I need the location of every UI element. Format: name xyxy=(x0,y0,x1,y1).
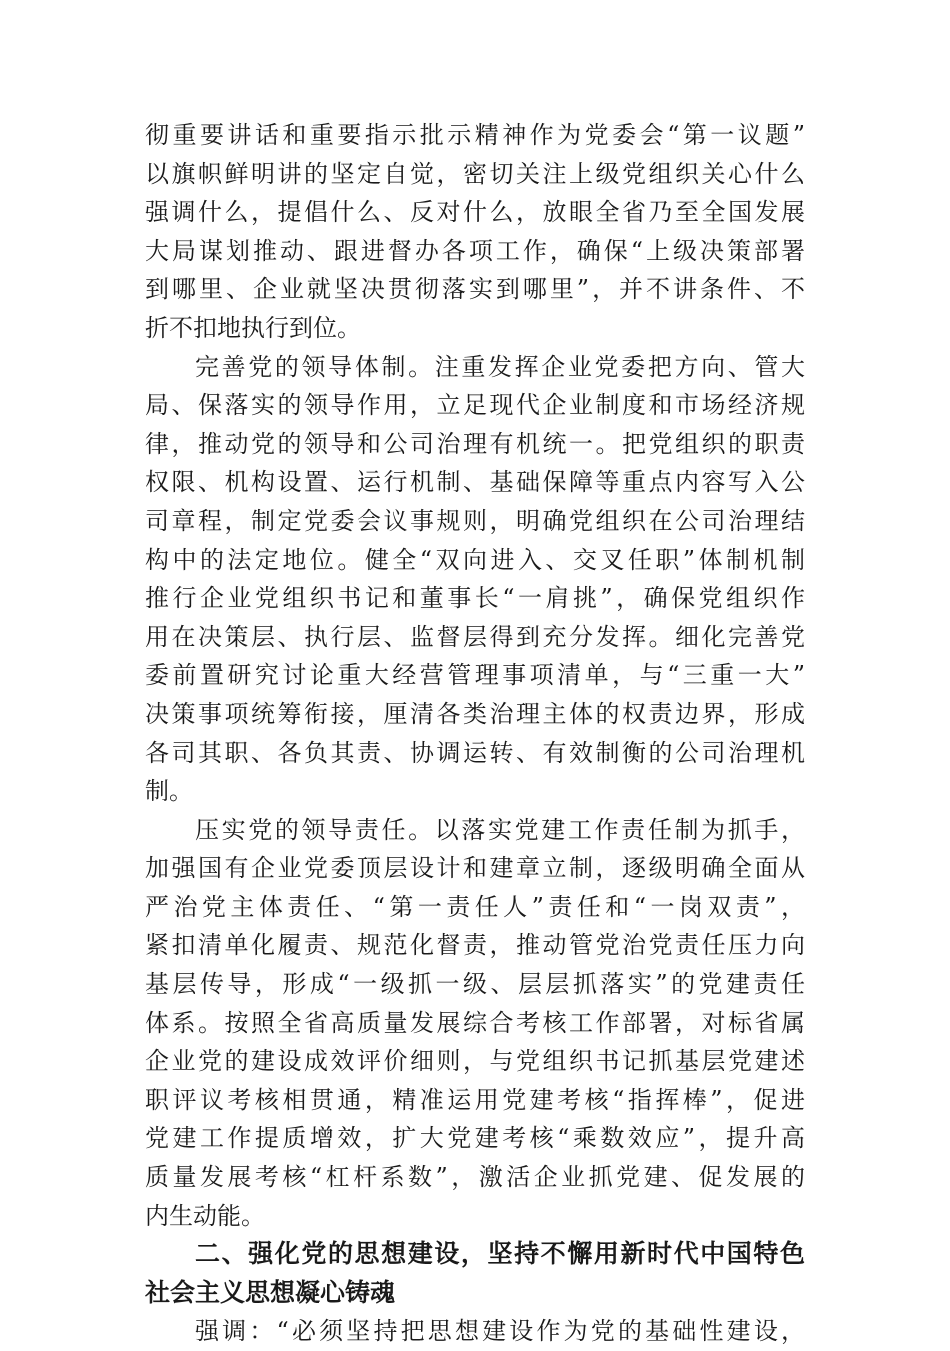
paragraph-line: 彻重要讲话和重要指示批示精神作为党委会“第一议题” xyxy=(145,121,805,149)
paragraph-line: 基层传导，形成“一级抓一级、层层抓落实”的党建责任 xyxy=(145,970,805,999)
paragraph-line: 构中的法定地位。健全“双向进入、交叉任职”体制机制 xyxy=(145,545,805,574)
paragraph-line: 完善党的领导体制。注重发挥企业党委把方向、管大 xyxy=(195,352,805,381)
paragraph-line: 到哪里、企业就坚决贯彻落实到哪里”，并不讲条件、不 xyxy=(145,275,805,304)
paragraph-line: 党建工作提质增效，扩大党建考核“乘数效应”，提升高 xyxy=(145,1124,805,1153)
paragraph-line: 强调什么，提倡什么、反对什么，放眼全省乃至全国发展 xyxy=(145,198,805,227)
paragraph-line: 严治党主体责任、“第一责任人”责任和“一岗双责”， xyxy=(145,892,805,921)
paragraph-line: 律，推动党的领导和公司治理有机统一。把党组织的职责 xyxy=(145,429,805,458)
paragraph-line: 推行企业党组织书记和董事长“一肩挑”，确保党组织作 xyxy=(145,584,805,613)
paragraph-line: 企业党的建设成效评价细则，与党组织书记抓基层党建述 xyxy=(145,1047,805,1076)
section-heading-line: 社会主义思想凝心铸魂 xyxy=(145,1277,396,1307)
paragraph-line: 委前置研究讨论重大经营管理事项清单，与“三重一大” xyxy=(145,661,805,690)
paragraph-line: 决策事项统筹衔接，厘清各类治理主体的权责边界，形成 xyxy=(145,699,805,728)
section-heading-line: 二、强化党的思想建设，坚持不懈用新时代中国特色 xyxy=(195,1239,805,1269)
paragraph-line: 体系。按照全省高质量发展综合考核工作部署，对标省属 xyxy=(145,1008,805,1037)
paragraph-line: 职评议考核相贯通，精准运用党建考核“指挥棒”，促进 xyxy=(145,1085,805,1114)
paragraph-line: 紧扣清单化履责、规范化督责，推动管党治党责任压力向 xyxy=(145,931,805,960)
paragraph-line: 加强国有企业党委顶层设计和建章立制，逐级明确全面从 xyxy=(145,854,805,883)
paragraph-line: 强调：“必须坚持把思想建设作为党的基础性建设， xyxy=(195,1317,805,1346)
paragraph-line: 以旗帜鲜明讲的坚定自觉，密切关注上级党组织关心什么 xyxy=(145,159,805,188)
paragraph-line: 压实党的领导责任。以落实党建工作责任制为抓手， xyxy=(195,815,805,844)
paragraph-line: 制。 xyxy=(145,777,193,806)
paragraph-line: 局、保落实的领导作用，立足现代企业制度和市场经济规 xyxy=(145,391,805,420)
paragraph-line: 司章程，制定党委会议事规则，明确党组织在公司治理结 xyxy=(145,506,805,535)
paragraph-line: 内生动能。 xyxy=(145,1201,265,1230)
document-page xyxy=(145,116,805,1351)
paragraph-line: 质量发展考核“杠杆系数”，激活企业抓党建、促发展的 xyxy=(145,1163,805,1192)
paragraph-line: 大局谋划推动、跟进督办各项工作，确保“上级决策部署 xyxy=(145,236,805,265)
paragraph-line: 权限、机构设置、运行机制、基础保障等重点内容写入公 xyxy=(145,468,805,497)
paragraph-line: 各司其职、各负其责、协调运转、有效制衡的公司治理机 xyxy=(145,738,805,767)
paragraph-line: 用在决策层、执行层、监督层得到充分发挥。细化完善党 xyxy=(145,622,805,651)
paragraph-line: 折不扣地执行到位。 xyxy=(145,313,361,342)
